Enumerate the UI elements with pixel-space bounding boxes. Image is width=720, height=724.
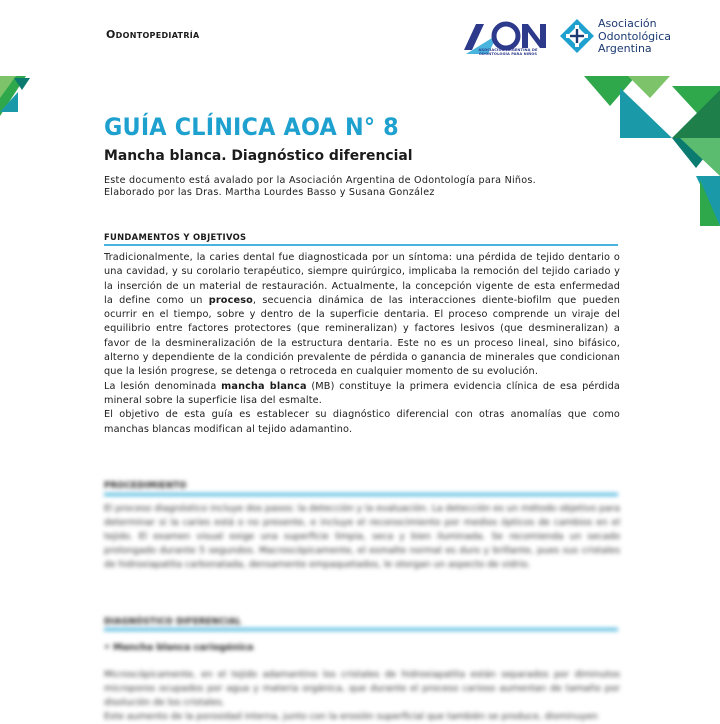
paragraph-2: [104, 380, 620, 409]
section-heading-diagnostico: DIAGNÓSTICO DIFERENCIAL: [104, 616, 242, 626]
decorative-triangles-right: [580, 76, 720, 226]
endorsement-line2: Elaborado por las Dras. Martha Lourdes Basso y Susana González: [104, 186, 435, 198]
section-body-fundamentos: [104, 251, 620, 437]
section-rule: [104, 244, 618, 246]
section-heading-procedimiento: PROCEDIMIENTO: [104, 480, 187, 490]
p1-bold-term: proceso: [208, 294, 253, 306]
endorsement-text: [104, 175, 536, 198]
page-subtitle: Mancha blanca. Diagnóstico diferencial: [104, 148, 413, 164]
list-item-mancha-cariogenica: • Mancha blanca cariogénica: [104, 642, 254, 653]
aoa-name: [598, 18, 671, 56]
paragraph-1: [104, 251, 620, 380]
section-body-procedimiento: El proceso diagnóstico incluye dos pasos: la detección y la evaluación. La detección es un método objetivo para determinar si la caries está o no presente, e incluye el reconocimiento por medios ópticos de cambios en el tejido. El examen visual exige una superficie limpia, seca y bien iluminada. Se recomienda un secado prolongado durante 5 segundos. Macroscópicamente, el esmalte normal es duro y brillante, pues sus cristales de hidroxiapatita carbonatada, densamente empaquetados, le otorgan un aspecto de vidrio.: [104, 503, 620, 570]
aon-caption-line1: ASOCIACIÓN ARGENTINA DE: [478, 48, 538, 52]
aoa-line1: Asociación: [598, 17, 657, 30]
diagnostico-paragraph-2: Este aumento de la porosidad interna, junto con la erosión superficial que también se produce, disminuyen: [104, 711, 598, 722]
diagnostico-paragraph-1: Microscópicamente, en el tejido adamantino los cristales de hidroxiapatita están separados por diminutos microporos ocupados por agua y materia orgánica, que durante el proceso carioso aumentan de tamaño por disolución de los cristales.: [104, 669, 620, 708]
aoa-logo-icon: [560, 19, 594, 53]
p1-text-b: , secuencia dinámica de las interacciones diente-biofilm que pueden ocurrir en el tiempo, sobre y dentro de la superficie dentaria. El proceso comprende un viraje del equilibrio entre factores protectores (que remineralizan) y factores lesivos (que desmineralizan) a favor de la desmineralización de la estructura dentaria. Este no es un proceso lineal, sino bifásico, alterno y dependiente de la condición prevalente de pérdida o ganancia de minerales que condicionan que la lesión progrese, se detenga o retroceda en cualquier momento de su evolución.: [104, 294, 620, 378]
page-title: GUÍA CLÍNICA AOA N° 8: [104, 113, 399, 141]
p1-text-a: Tradicionalmente, la caries dental fue diagnosticada por un síntoma: una pérdida de tejido dentario o una cavidad, y su corolario terapéutico, siempre quirúrgico, implicaba la remoción del tejido cariado y la inserción de un material de restauración. Actualmente, la concepción vigente de esta enfermedad la define como un: [104, 252, 620, 306]
section-body-diagnostico: [104, 668, 620, 724]
section-rule: [104, 628, 618, 631]
paragraph-3: El objetivo de esta guía es establecer su diagnóstico diferencial con otras anomalías que como manchas blancas modifican al tejido adamantino.: [104, 409, 620, 435]
aon-caption: [466, 48, 550, 56]
p2-bold-term: mancha blanca: [221, 380, 307, 392]
aoa-line2: Odontológica: [598, 29, 671, 43]
aoa-line3: Argentina: [598, 42, 652, 55]
section-heading-fundamentos: FUNDAMENTOS Y OBJETIVOS: [104, 232, 247, 242]
p2-text-a: La lesión denominada: [104, 380, 222, 392]
decorative-triangles-left: [0, 76, 40, 226]
section-label: Odontopediatría: [106, 28, 200, 41]
p2-text-b: (MB) constituye la primera evidencia clínica de esa pérdida mineral sobre la superficie lisa del esmalte.: [104, 380, 620, 406]
aon-caption-line2: ODONTOLOGÍA PARA NIÑOS: [478, 52, 538, 57]
section-rule: [104, 493, 618, 496]
endorsement-line1: Este documento está avalado por la Asociación Argentina de Odontología para Niños.: [104, 175, 536, 186]
